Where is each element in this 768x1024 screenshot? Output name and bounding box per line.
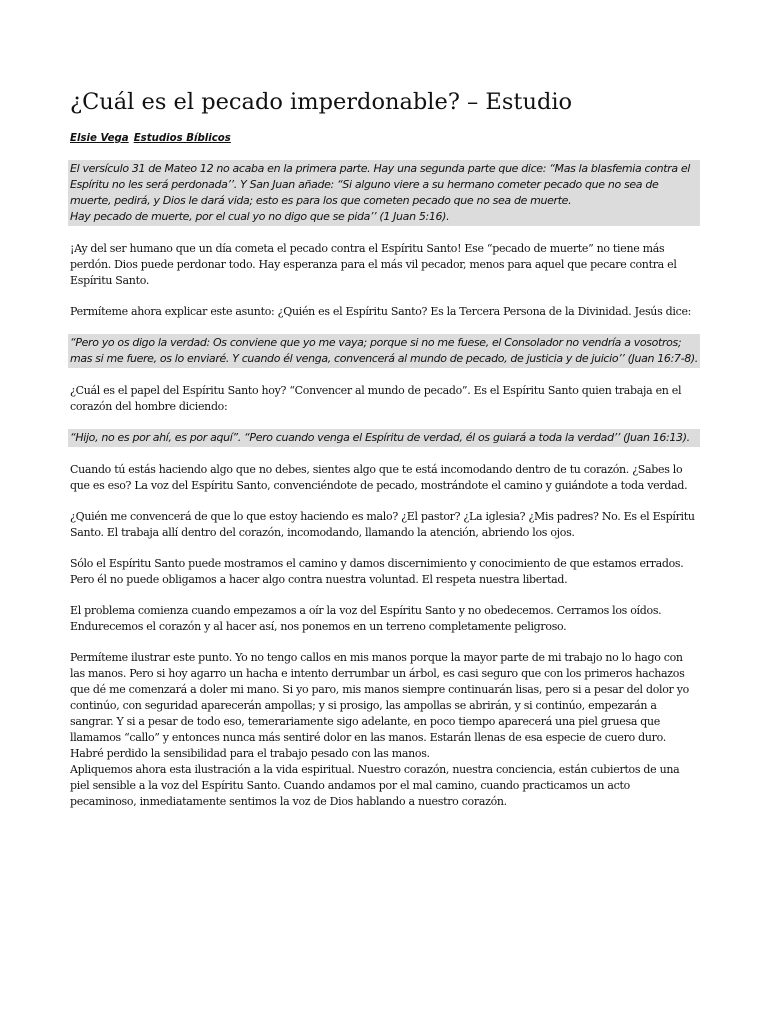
quote-block xyxy=(68,334,700,368)
paragraph: Permíteme ahora explicar este asunto: ¿Quién es el Espíritu Santo? Es la Tercera Persona de la Divinidad. Jesús dice: xyxy=(70,305,692,318)
paragraph: Sólo el Espíritu Santo puede mostramos el camino y damos discernimiento y conocimiento de que estamos errados. Pero él no puede obligamos a hacer algo contra nuestra voluntad. El respeta nuestra libertad. xyxy=(70,557,684,586)
page-title: ¿Cuál es el pecado imperdonable? – Estudio xyxy=(70,89,573,115)
paragraph: ¿Cuál es el papel del Espíritu Santo hoy? “Convencer al mundo de pecado”. Es el Espíritu Santo quien trabaja en el corazón del hombre diciendo: xyxy=(70,384,682,413)
quote-block xyxy=(68,160,700,226)
quote-text: Hay pecado de muerte, por el cual yo no digo que se pida’’ (1 Juan 5:16). xyxy=(70,210,450,223)
quote-block xyxy=(68,429,700,447)
paragraph: ¿Quién me convencerá de que lo que estoy haciendo es malo? ¿El pastor? ¿La iglesia? ¿Mis padres? No. Es el Espíritu Santo. El trabaja allí dentro del corazón, incomodando, llamando la atención, abriendo los ojos. xyxy=(70,510,695,539)
quote-text: “Hijo, no es por ahí, es por aquí”. “Pero cuando venga el Espíritu de verdad, él os guiará a toda la verdad’’ (Juan 16:13). xyxy=(70,431,690,444)
paragraph: Apliquemos ahora esta ilustración a la vida espiritual. Nuestro corazón, nuestra conciencia, están cubiertos de una piel sensible a la voz del Espíritu Santo. Cuando andamos por el mal camino, cuando practicamos un acto pecaminoso, inmediatamente sentimos la voz de Dios hablando a nuestro corazón. xyxy=(70,763,680,808)
paragraph: Permíteme ilustrar este punto. Yo no tengo callos en mis manos porque la mayor parte de mi trabajo no lo hago con las manos. Pero si hoy agarro un hacha e intento derrumbar un árbol, es casi seguro que con los primeros hachazos que dé me comenzará a doler mi mano. Si yo paro, mis manos siempre continuarán lisas, pero si a pesar del dolor yo continúo, con seguridad aparecerán ampollas; y si prosigo, las ampollas se abrirán, y si continúo, empezarán a sangrar. Y si a pesar de todo eso, temerariamente sigo adelante, en poco tiempo aparecerá una piel gruesa que llamamos “callo” y entonces nunca más sentiré dolor en las manos. Estarán llenas de esa especie de cuero duro. Habré perdido la sensibilidad para el trabajo pesado con las manos. xyxy=(70,651,689,760)
author-link[interactable]: Elsie Vega xyxy=(70,133,129,144)
paragraph: ¡Ay del ser humano que un día cometa el pecado contra el Espíritu Santo! Ese “pecado de muerte” no tiene más perdón. Dios puede perdonar todo. Hay esperanza para el más vil pecador, menos para aquel que pecare contra el Espíritu Santo. xyxy=(70,242,677,287)
paragraph: El problema comienza cuando empezamos a oír la voz del Espíritu Santo y no obedecemos. Cerramos los oídos. Endurecemos el corazón y al hacer así, nos ponemos en un terreno completamente peligroso. xyxy=(70,604,662,633)
category-link[interactable]: Estudios Bíblicos xyxy=(133,133,231,144)
quote-text: “Pero yo os digo la verdad: Os conviene que yo me vaya; porque si no me fuese, el Consolador no vendría a vosotros; mas si me fuere, os lo enviaré. Y cuando él venga, convencerá al mundo de pecado, de justicia y de juicio’’ (Juan 16:7-8). xyxy=(70,336,698,365)
byline xyxy=(70,132,698,146)
paragraph: Cuando tú estás haciendo algo que no debes, sientes algo que te está incomodando dentro de tu corazón. ¿Sabes lo que es eso? La voz del Espíritu Santo, convenciéndote de pecado, mostrándote el camino y guiándote a toda verdad. xyxy=(70,463,688,492)
article xyxy=(70,86,698,810)
quote-text: El versículo 31 de Mateo 12 no acaba en la primera parte. Hay una segunda parte que dice: “Mas la blasfemia contra el Espíritu no les será perdonada’’. Y San Juan añade: “Si alguno viere a su hermano cometer pecado que no sea de muerte, pedirá, y Dios le dará vida; esto es para los que cometen pecado que no sea de muerte. xyxy=(70,162,691,207)
